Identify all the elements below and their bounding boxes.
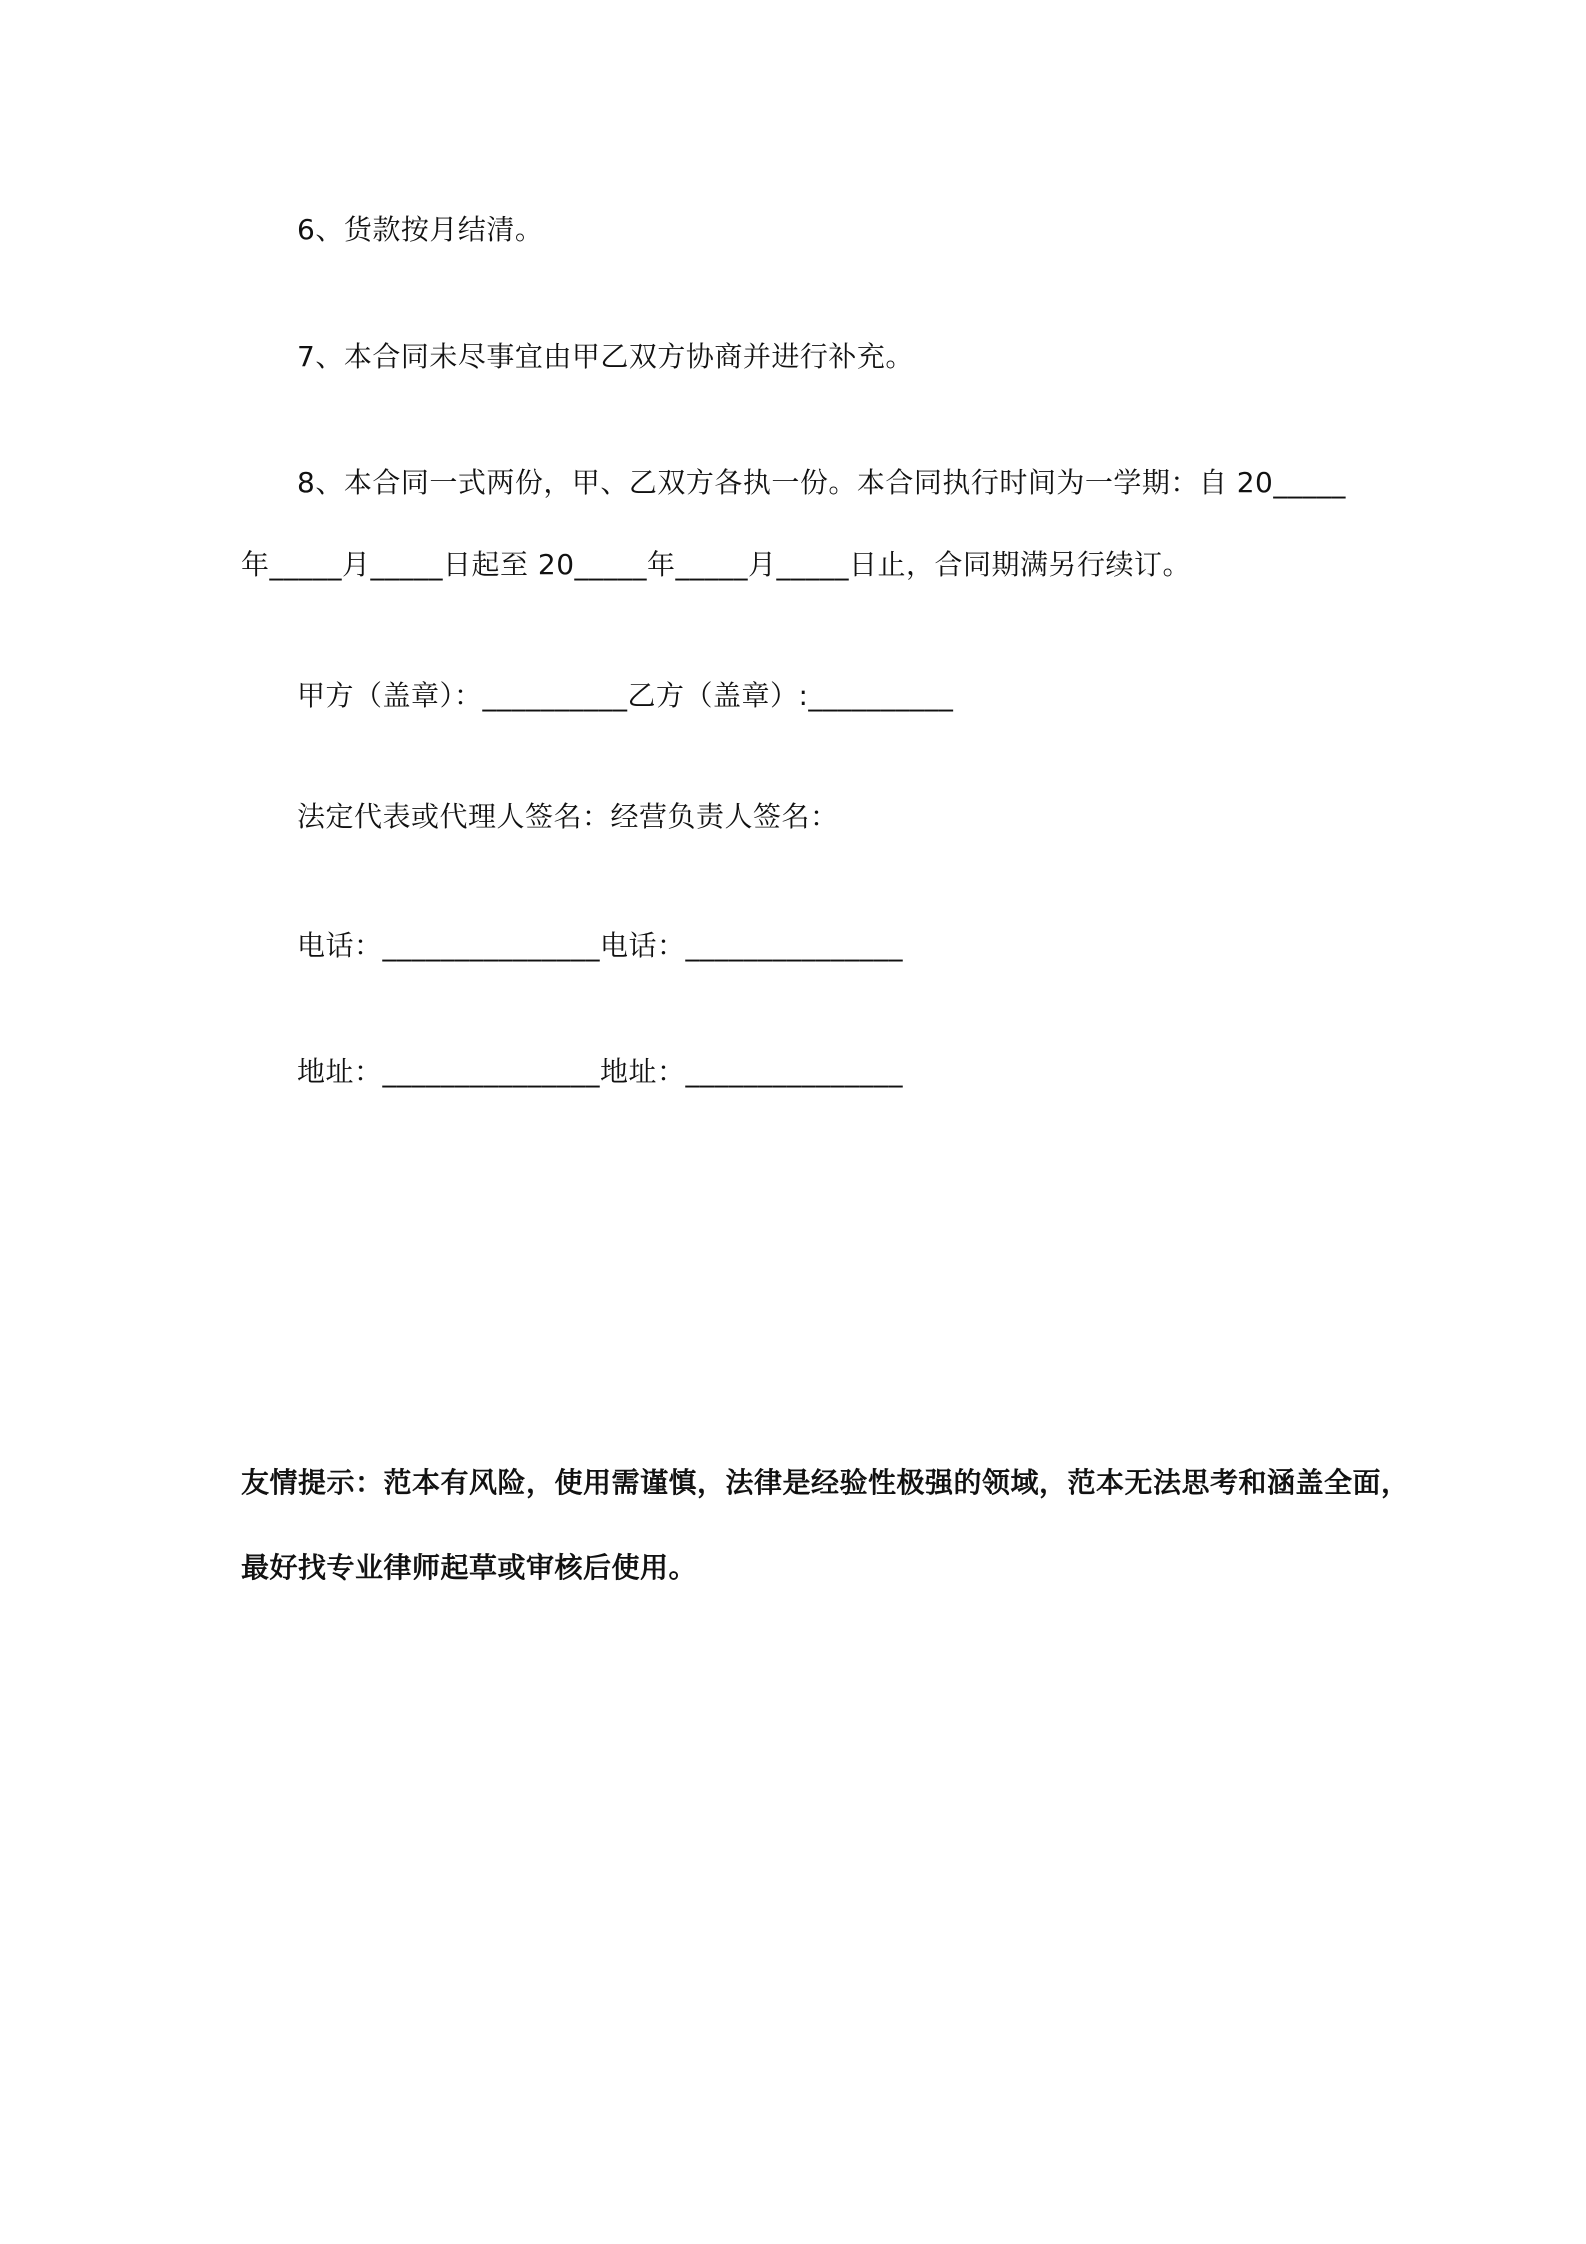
clause-7: 7、本合同未尽事宜由甲乙双方协商并进行补充。 (297, 340, 914, 373)
phone-line: 电话：_______________电话：_______________ (297, 929, 904, 962)
notice-line-1: 友情提示：范本有风险，使用需谨慎，法律是经验性极强的领域，范本无法思考和涵盖全面， (241, 1466, 1410, 1499)
party-seal-line: 甲方（盖章）：__________乙方（盖章）:__________ (297, 679, 954, 712)
clause-8-line-1: 8、本合同一式两份，甲、乙双方各执一份。本合同执行时间为一学期：自 20_____ (297, 466, 1346, 499)
clause-8-line-2: 年_____月_____日起至 20_____年_____月_____日止，合同期满另行续订。 (241, 548, 1192, 581)
clause-6: 6、货款按月结清。 (297, 213, 544, 246)
representative-signature-line: 法定代表或代理人签名：经营负责人签名： (297, 800, 839, 833)
notice-line-2: 最好找专业律师起草或审核后使用。 (241, 1551, 698, 1584)
address-line: 地址：_______________地址：_______________ (297, 1055, 904, 1088)
